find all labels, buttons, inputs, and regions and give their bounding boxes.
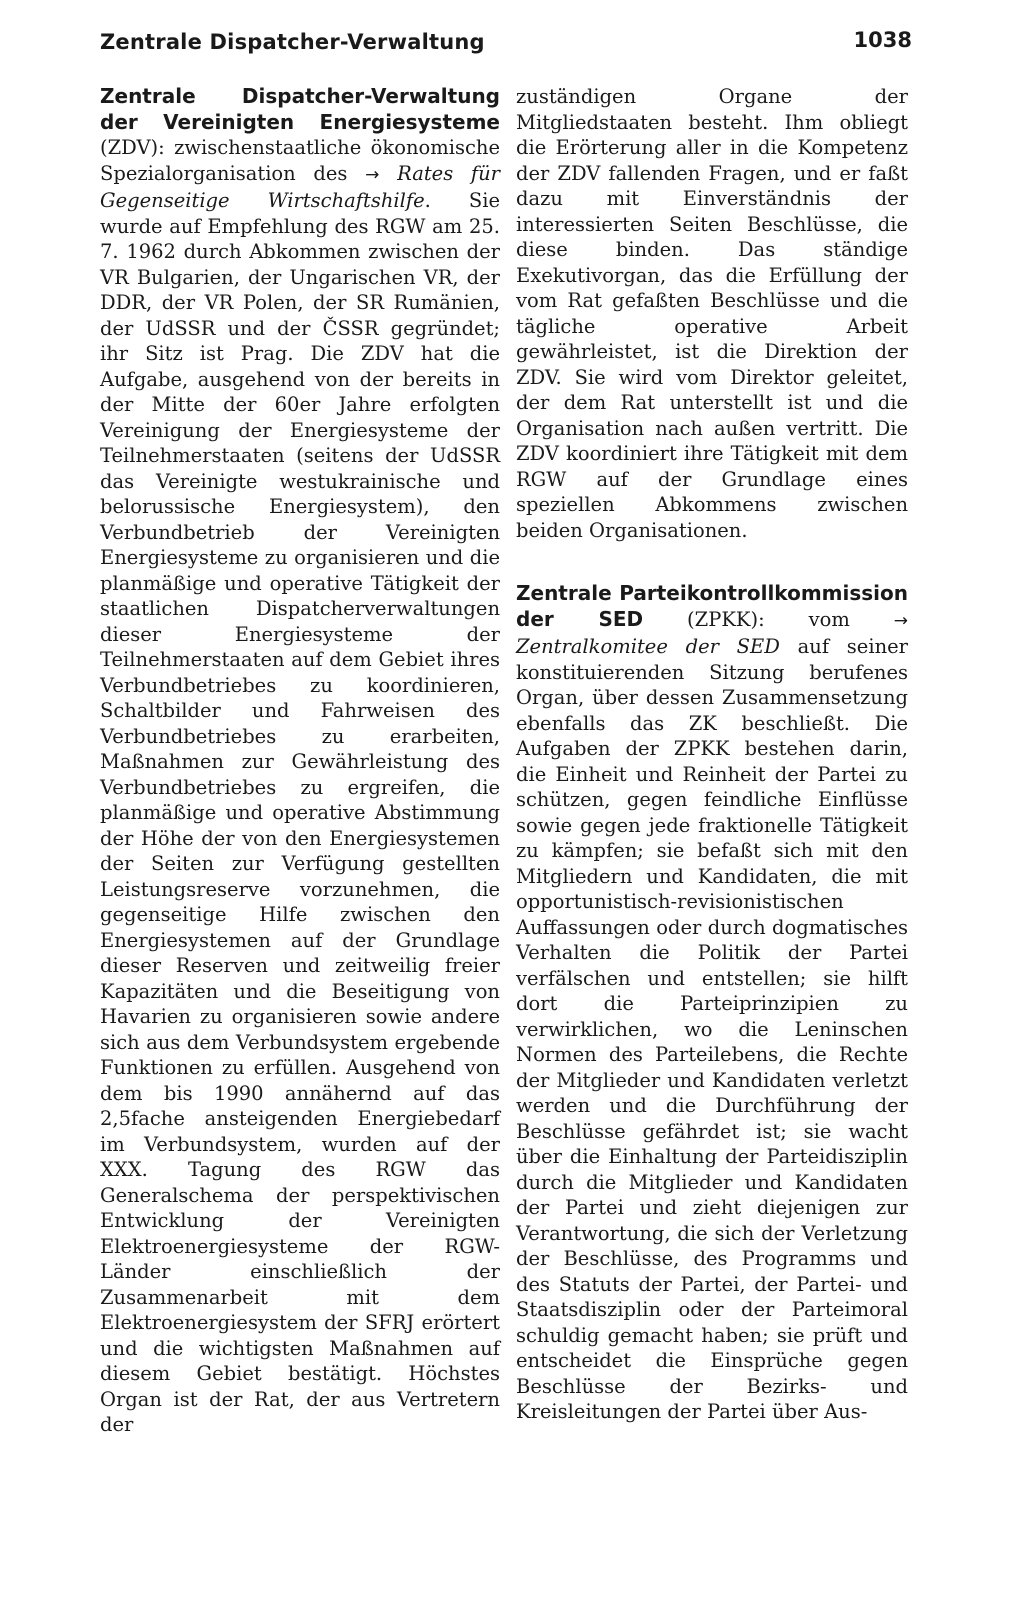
entry-headword: Zentrale Parteikontrollkommission der SED	[516, 581, 908, 631]
page-number: 1038	[853, 28, 912, 52]
cross-reference-link[interactable]: Rates für Gegenseitige Wirtschaftshilfe	[100, 161, 501, 212]
entry-zdv-continuation: zuständigen Organe der Mitgliedstaaten besteht. Ihm obliegt die Erörterung aller in die Kompetenz der ZDV fallenden Fragen, und er faßt dazu mit Einverständnis der interessierten Seiten Beschlüsse, die diese binden. Das ständige Exekutivorgan, das die Erfüllung der vom Rat gefaßten Beschlüsse und die tägliche operative Arbeit gewährleistet, ist die Direktion der ZDV. Sie wird vom Direktor geleitet, der dem Rat unterstellt ist und die Organisation nach außen vertritt. Die ZDV koordiniert ihre Tätigkeit mit dem RGW auf der Grundlage eines speziellen Abkommens zwischen beiden Organisationen.	[516, 85, 908, 542]
left-column	[100, 84, 500, 1458]
cross-reference-arrow-icon: →	[365, 164, 380, 185]
cross-reference-arrow-icon: →	[893, 610, 908, 631]
entry-zpkk	[516, 581, 908, 1425]
cross-reference-link[interactable]: Zentralkomitee der SED	[516, 635, 780, 658]
entry-zdv	[100, 84, 500, 1438]
entry-headword: Zentrale Dispatcher-Verwaltung der Vereinigten Energiesysteme	[100, 84, 500, 134]
entry-text: (ZDV): zwischenstaatliche ökonomische Spezialorganisation des	[100, 136, 500, 185]
running-head: Zentrale Dispatcher-Verwaltung	[100, 30, 485, 54]
entry-text: auf seiner konstituierenden Sitzung berufenes Organ, über dessen Zusammensetzung ebenfalls das ZK beschließt. Die Aufgaben der ZPKK bestehen darin, die Einheit und Reinheit der Partei zu schützen, gegen feindliche Einflüsse sowie gegen jede fraktionelle Tätigkeit zu kämpfen; sie befaßt sich mit den Mitgliedern und Kandidaten, die mit opportunistisch-revisionistischen Auffassungen oder durch dogmatisches Verhalten die Politik der Partei verfälschen und entstellen; sie hilft dort die Parteiprinzipien zu verwirklichen, wo die Leninschen Normen des Parteilebens, die Rechte der Mitglieder und Kandidaten verletzt werden und die Durchführung der Beschlüsse gefährdet ist; sie wacht über die Einhaltung der Parteidisziplin durch die Mitglieder und Kandidaten der Partei und zieht diejenigen zur Verantwortung, die sich der Verletzung der Beschlüsse, des Programms und des Statuts der Partei, der Partei- und Staatsdisziplin oder der Parteimoral schuldig gemacht haben; sie prüft und entscheidet die Einsprüche gegen Beschlüsse der Bezirks- und Kreisleitungen der Partei über Aus-	[516, 635, 908, 1423]
entry-separator	[516, 563, 908, 581]
right-column	[516, 84, 908, 1445]
entry-text: . Sie wurde auf Empfehlung des RGW am 25. 7. 1962 durch Abkommen zwischen der VR Bulgarien, der Ungarischen VR, der DDR, der VR Polen, der SR Rumänien, der UdSSR und der ČSSR gegründet; ihr Sitz ist Prag. Die ZDV hat die Aufgabe, ausgehend von der bereits in der Mitte der 60er Jahre erfolgten Vereinigung der Energiesysteme der Teilnehmerstaaten (seitens der UdSSR das Vereinigte westukrainische und belorussische Energiesystem), den Verbundbetrieb der Vereinigten Energiesysteme zu organisieren und die planmäßige und operative Tätigkeit der staatlichen Dispatcherverwaltungen dieser Energiesysteme der Teilnehmerstaaten auf dem Gebiet ihres Verbundbetriebes zu koordinieren, Schaltbilder und Fahrweisen des Verbundbetriebes zu erarbeiten, Maßnahmen zur Gewährleistung des Verbundbetriebes zu ergreifen, die planmäßige und operative Abstimmung der Höhe der von den Energiesystemen der Seiten zur Verfügung gestellten Leistungsreserve vorzunehmen, die gegenseitige Hilfe zwischen den Energiesystemen auf der Grundlage dieser Reserven und zeitweilig freier Kapazitäten und die Beseitigung von Havarien zu organisieren sowie andere sich aus dem Verbundsystem ergebende Funktionen zu erfüllen. Ausgehend von dem bis 1990 annähernd auf das 2,5fache ansteigenden Energiebedarf im Verbundsystem, wurden auf der XXX. Tagung des RGW das Generalschema der perspektivischen Entwicklung der Vereinigten Elektroenergiesysteme der RGW-Länder einschließlich der Zusammenarbeit mit dem Elektroenergiesystem der SFRJ erörtert und die wichtigsten Maßnahmen auf diesem Gebiet bestätigt. Höchstes Organ ist der Rat, der aus Vertretern der	[100, 189, 500, 1436]
entry-text: (ZPKK): vom	[643, 607, 894, 631]
